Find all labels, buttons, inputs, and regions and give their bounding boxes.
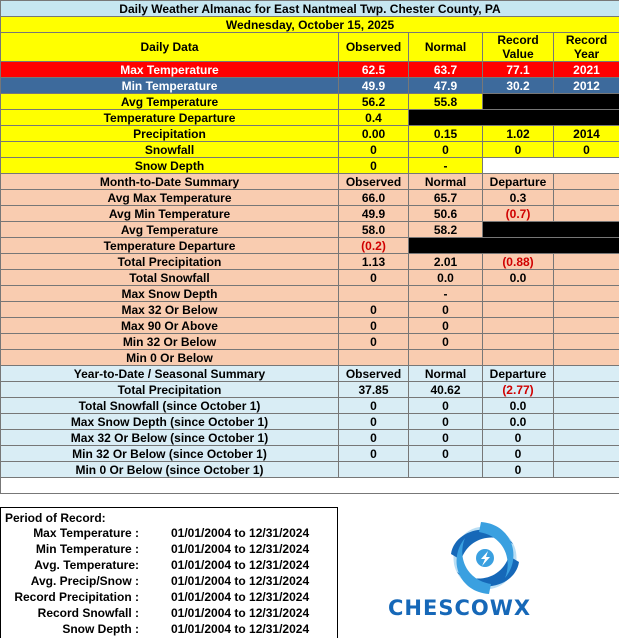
swirl-logo-icon	[380, 520, 610, 600]
label: Max Snow Depth	[1, 286, 339, 302]
header-observed: Observed	[339, 366, 409, 382]
por-label: Min Temperature :	[35, 542, 139, 556]
ytd-header-row	[1, 366, 619, 382]
temp-departure-row	[1, 110, 619, 126]
por-label: Record Snowfall :	[37, 606, 139, 620]
header-normal: Normal	[409, 33, 483, 62]
record-year: 0	[554, 142, 619, 158]
record-year: 2012	[554, 78, 619, 94]
header-departure: Departure	[483, 366, 554, 382]
table-row	[1, 414, 619, 430]
departure: 0.0	[483, 270, 554, 286]
empty-cell	[554, 190, 619, 206]
header-record-value: Record Value	[483, 33, 554, 62]
label: Min 0 Or Below	[1, 350, 339, 366]
label: Avg Max Temperature	[1, 190, 339, 206]
period-of-record-title: Period of Record:	[5, 511, 106, 525]
empty-cell	[554, 334, 619, 350]
normal: 63.7	[409, 62, 483, 78]
departure	[483, 334, 554, 350]
departure: 0.0	[483, 398, 554, 414]
departure: 0.0	[483, 414, 554, 430]
observed: 0	[339, 142, 409, 158]
observed: 0.4	[339, 110, 409, 126]
table-row	[1, 206, 619, 222]
empty-cell	[554, 318, 619, 334]
por-value: 01/01/2004 to 12/31/2024	[171, 526, 310, 540]
header-departure: Departure	[483, 174, 554, 190]
table-row	[1, 222, 619, 238]
empty-cell	[554, 462, 619, 478]
empty-cell	[554, 382, 619, 398]
observed: 49.9	[339, 78, 409, 94]
normal: 0	[409, 302, 483, 318]
por-row	[1, 622, 339, 638]
label: Min 32 Or Below (since October 1)	[1, 446, 339, 462]
observed: 0	[339, 398, 409, 414]
label: Precipitation	[1, 126, 339, 142]
mtd-header-row	[1, 174, 619, 190]
departure: (0.88)	[483, 254, 554, 270]
blackout-cell	[483, 94, 619, 110]
record-year: 2014	[554, 126, 619, 142]
observed: 58.0	[339, 222, 409, 238]
label: Min 32 Or Below	[1, 334, 339, 350]
normal: 0	[409, 430, 483, 446]
label: Total Snowfall (since October 1)	[1, 398, 339, 414]
normal: 40.62	[409, 382, 483, 398]
blackout-cell	[409, 238, 619, 254]
departure: 0	[483, 462, 554, 478]
observed: 0	[339, 318, 409, 334]
normal: 65.7	[409, 190, 483, 206]
table-row	[1, 190, 619, 206]
normal: 0.15	[409, 126, 483, 142]
label: Snow Depth	[1, 158, 339, 174]
observed: 1.13	[339, 254, 409, 270]
departure: (2.77)	[483, 382, 554, 398]
blackout-cell	[483, 222, 619, 238]
normal: 58.2	[409, 222, 483, 238]
observed: 0	[339, 158, 409, 174]
snow-depth-row	[1, 158, 619, 174]
empty-cell	[483, 158, 554, 174]
observed: 0	[339, 302, 409, 318]
label: Temperature Departure	[1, 110, 339, 126]
observed: 0	[339, 334, 409, 350]
normal	[409, 462, 483, 478]
departure: 0.3	[483, 190, 554, 206]
table-row	[1, 382, 619, 398]
label: Total Precipitation	[1, 254, 339, 270]
observed: 0	[339, 270, 409, 286]
empty-cell	[554, 446, 619, 462]
por-row	[1, 558, 339, 574]
record-year: 2021	[554, 62, 619, 78]
normal: 47.9	[409, 78, 483, 94]
normal: 0	[409, 142, 483, 158]
label: Min Temperature	[1, 78, 339, 94]
normal: -	[409, 158, 483, 174]
observed: 66.0	[339, 190, 409, 206]
por-value: 01/01/2004 to 12/31/2024	[171, 622, 310, 636]
record-value: 77.1	[483, 62, 554, 78]
observed: 0	[339, 430, 409, 446]
observed: 49.9	[339, 206, 409, 222]
record-value: 0	[483, 142, 554, 158]
header-normal: Normal	[409, 366, 483, 382]
por-row	[1, 526, 339, 542]
normal: 2.01	[409, 254, 483, 270]
por-row	[1, 542, 339, 558]
observed: 0.00	[339, 126, 409, 142]
por-label: Snow Depth :	[62, 622, 139, 636]
empty-cell	[554, 398, 619, 414]
label: Temperature Departure	[1, 238, 339, 254]
por-value: 01/01/2004 to 12/31/2024	[171, 558, 310, 572]
table-row	[1, 430, 619, 446]
empty-cell	[554, 158, 619, 174]
empty-cell	[554, 350, 619, 366]
normal: 55.8	[409, 94, 483, 110]
table-row	[1, 318, 619, 334]
label: Max 90 Or Above	[1, 318, 339, 334]
label: Total Precipitation	[1, 382, 339, 398]
record-value: 30.2	[483, 78, 554, 94]
snowfall-row	[1, 142, 619, 158]
por-value: 01/01/2004 to 12/31/2024	[171, 574, 310, 588]
header-record-year: Record Year	[554, 33, 619, 62]
observed	[339, 462, 409, 478]
observed: 0	[339, 446, 409, 462]
departure	[483, 350, 554, 366]
por-label: Record Precipitation :	[14, 590, 139, 604]
label: Max 32 Or Below	[1, 302, 339, 318]
empty-cell	[554, 270, 619, 286]
label: Max 32 Or Below (since October 1)	[1, 430, 339, 446]
observed: 37.85	[339, 382, 409, 398]
table-row	[1, 302, 619, 318]
label: Avg Temperature	[1, 94, 339, 110]
normal	[409, 350, 483, 366]
por-value: 01/01/2004 to 12/31/2024	[171, 606, 310, 620]
observed	[339, 286, 409, 302]
label: Avg Temperature	[1, 222, 339, 238]
table-row	[1, 462, 619, 478]
observed: 0	[339, 414, 409, 430]
header-observed: Observed	[339, 174, 409, 190]
label: Max Snow Depth (since October 1)	[1, 414, 339, 430]
title-row	[1, 1, 619, 17]
departure: 0	[483, 430, 554, 446]
logo-text: CHESCOWX	[388, 596, 532, 620]
spacer-row	[1, 478, 619, 494]
label: Snowfall	[1, 142, 339, 158]
header-daily-data: Daily Data	[1, 33, 339, 62]
departure: (0.7)	[483, 206, 554, 222]
normal: 0	[409, 446, 483, 462]
por-label: Max Temperature :	[33, 526, 139, 540]
empty-cell	[554, 206, 619, 222]
observed: 56.2	[339, 94, 409, 110]
max-temp-row	[1, 62, 619, 78]
empty-cell	[554, 366, 619, 382]
page-title: Daily Weather Almanac for East Nantmeal Twp. Chester County, PA	[1, 1, 619, 17]
empty-cell	[554, 430, 619, 446]
empty-cell	[554, 286, 619, 302]
por-label: Avg. Precip/Snow :	[30, 574, 139, 588]
normal: 0	[409, 398, 483, 414]
label: Total Snowfall	[1, 270, 339, 286]
header-normal: Normal	[409, 174, 483, 190]
table-row	[1, 254, 619, 270]
normal: 0	[409, 414, 483, 430]
record-value: 1.02	[483, 126, 554, 142]
observed	[339, 350, 409, 366]
normal: 50.6	[409, 206, 483, 222]
por-label: Avg. Temperature:	[34, 558, 139, 572]
normal: 0	[409, 318, 483, 334]
empty-cell	[554, 254, 619, 270]
table-row	[1, 446, 619, 462]
report-date: Wednesday, October 15, 2025	[1, 17, 619, 33]
empty-cell	[554, 174, 619, 190]
table-row	[1, 238, 619, 254]
daily-header-row	[1, 33, 619, 62]
table-row	[1, 398, 619, 414]
table-row	[1, 350, 619, 366]
spacer-cell	[1, 478, 619, 494]
date-row	[1, 17, 619, 33]
departure	[483, 302, 554, 318]
header-mtd: Month-to-Date Summary	[1, 174, 339, 190]
blackout-cell	[409, 110, 619, 126]
label: Avg Min Temperature	[1, 206, 339, 222]
por-row	[1, 590, 339, 606]
normal: 0.0	[409, 270, 483, 286]
por-row	[1, 606, 339, 622]
header-ytd: Year-to-Date / Seasonal Summary	[1, 366, 339, 382]
por-value: 01/01/2004 to 12/31/2024	[171, 542, 310, 556]
table-row	[1, 270, 619, 286]
precip-row	[1, 126, 619, 142]
departure: 0	[483, 446, 554, 462]
empty-cell	[554, 414, 619, 430]
normal: 0	[409, 334, 483, 350]
header-observed: Observed	[339, 33, 409, 62]
normal: -	[409, 286, 483, 302]
departure	[483, 286, 554, 302]
departure	[483, 318, 554, 334]
observed: 62.5	[339, 62, 409, 78]
label: Max Temperature	[1, 62, 339, 78]
observed: (0.2)	[339, 238, 409, 254]
table-row	[1, 286, 619, 302]
label: Min 0 Or Below (since October 1)	[1, 462, 339, 478]
empty-cell	[554, 302, 619, 318]
chescowx-logo	[380, 520, 610, 630]
min-temp-row	[1, 78, 619, 94]
por-value: 01/01/2004 to 12/31/2024	[171, 590, 310, 604]
period-of-record-box	[0, 507, 338, 638]
table-row	[1, 334, 619, 350]
por-row	[1, 574, 339, 590]
avg-temp-row	[1, 94, 619, 110]
